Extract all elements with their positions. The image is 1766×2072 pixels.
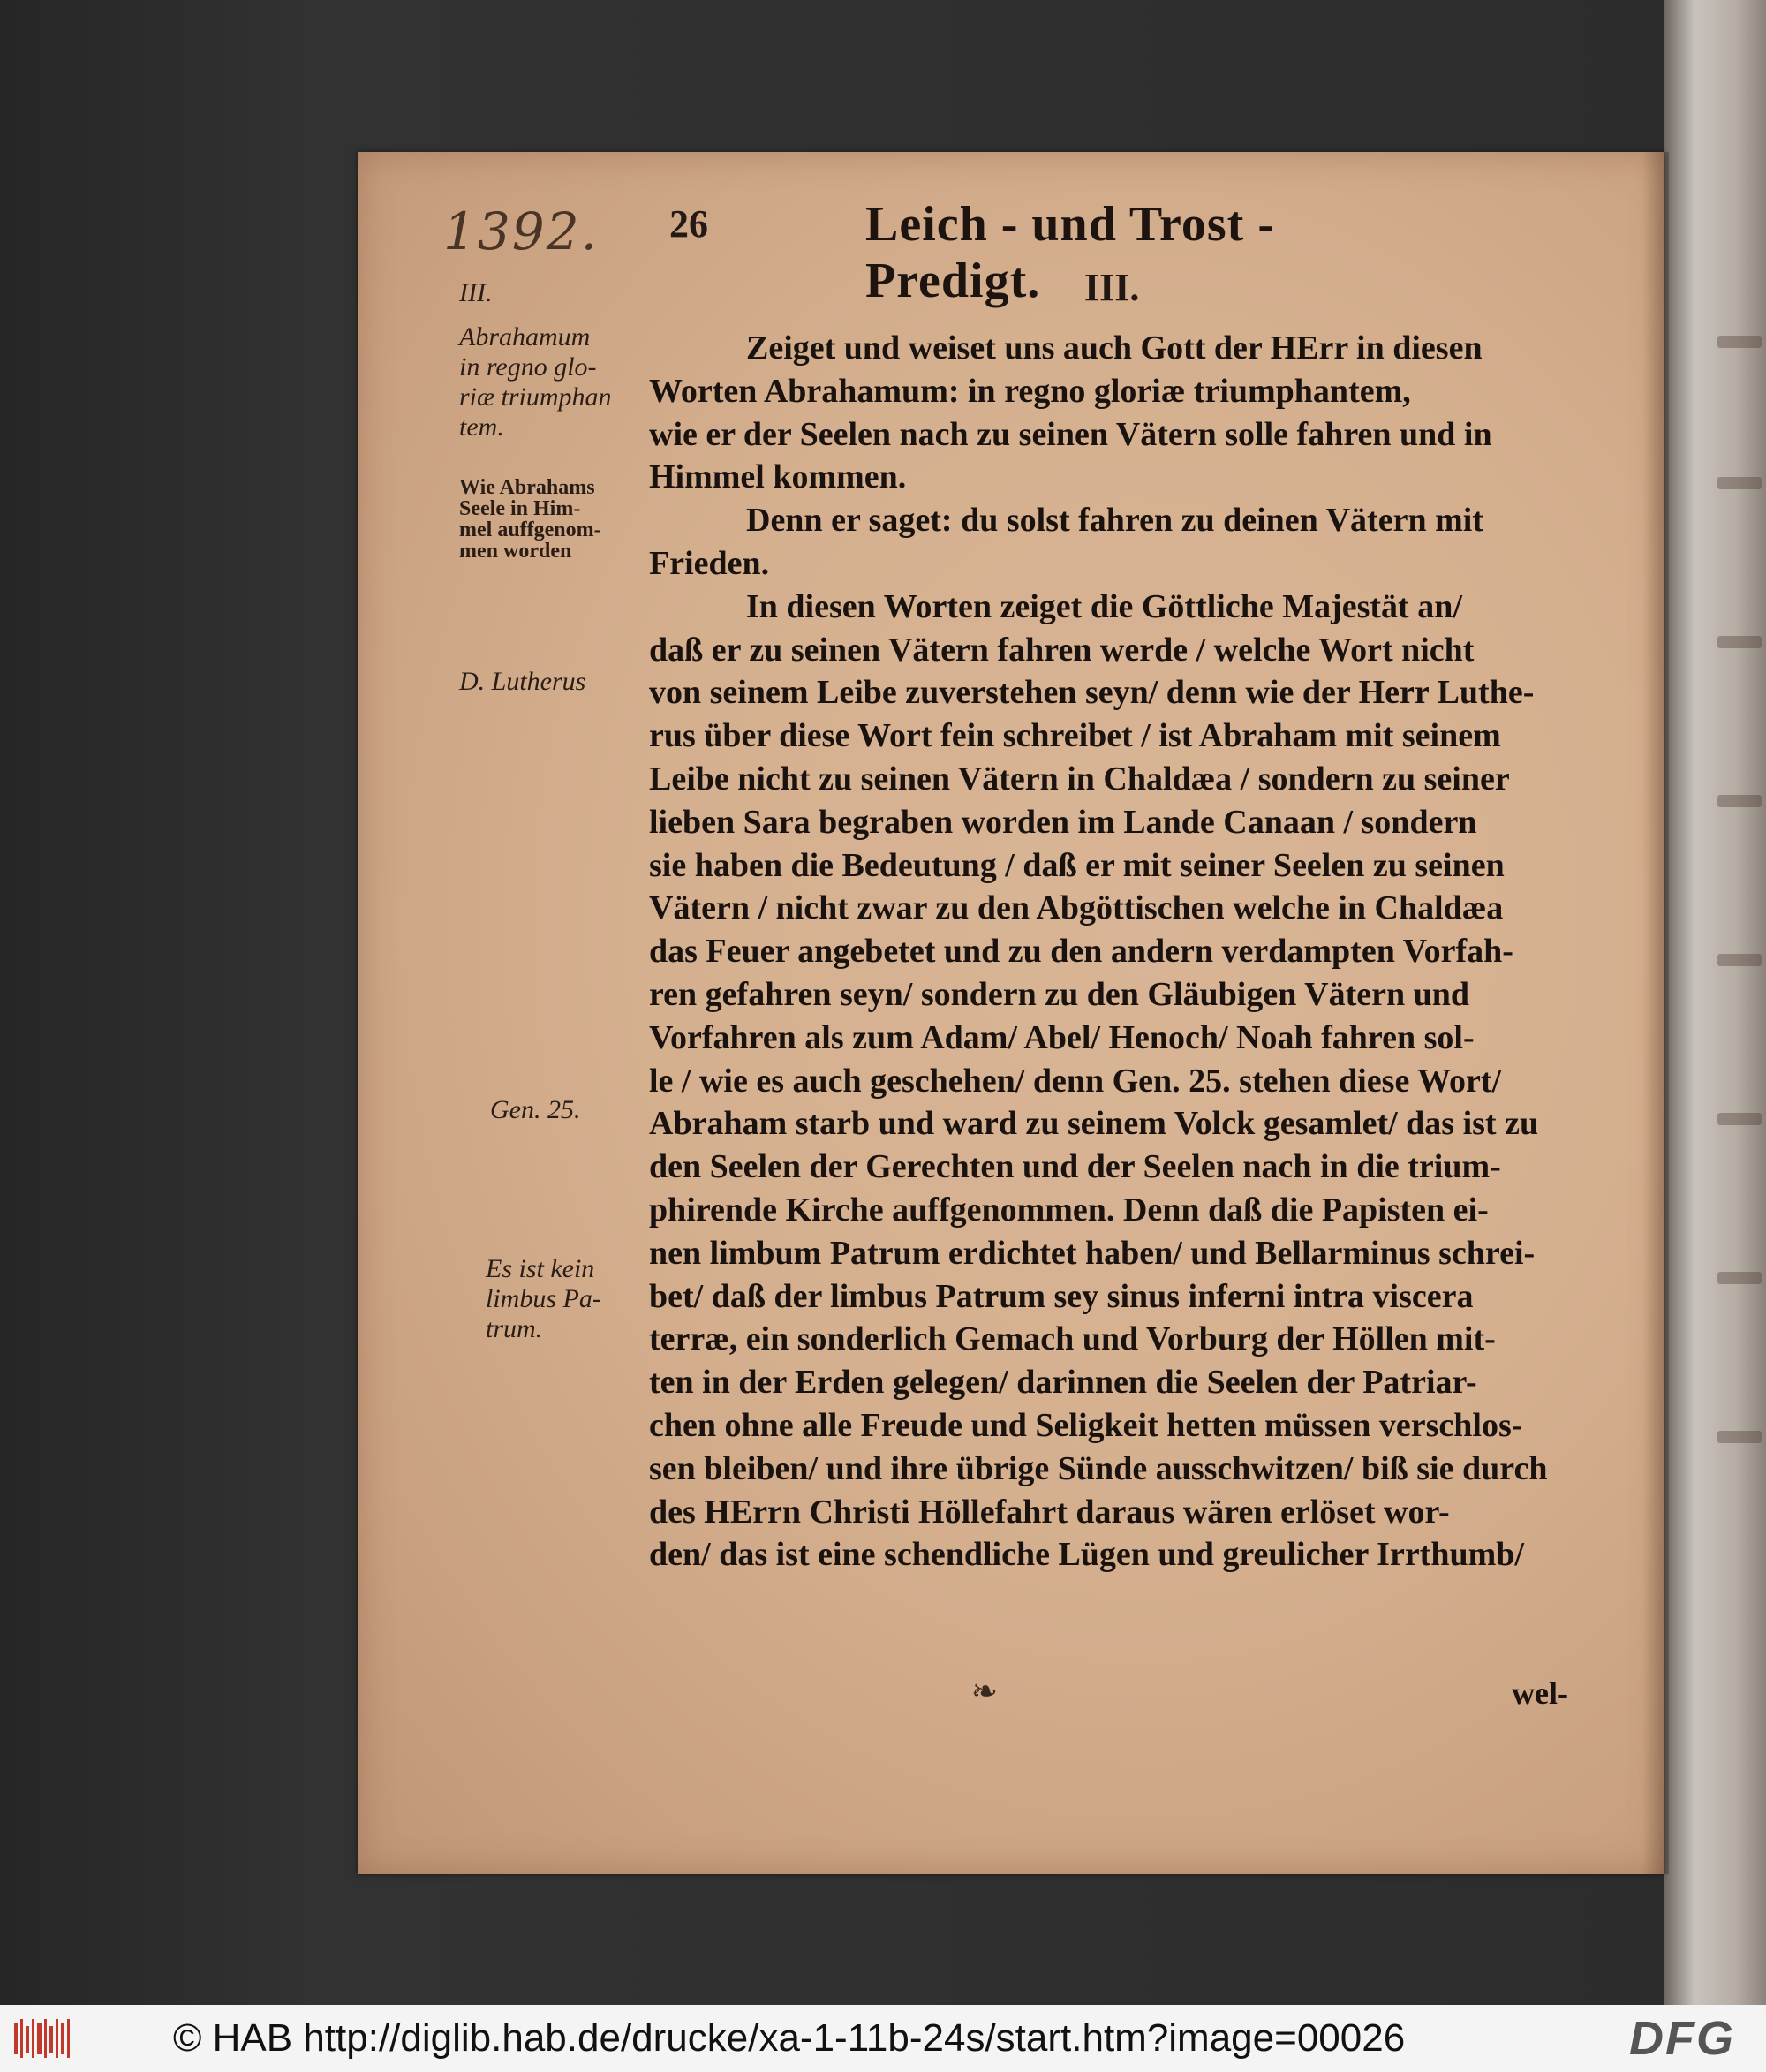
bleed-mark bbox=[1717, 636, 1762, 648]
text-line: Leibe nicht zu seinen Vätern in Chaldæa / sondern zu seiner bbox=[649, 760, 1510, 798]
bleed-mark bbox=[1717, 1431, 1762, 1443]
text-line: Worten Abrahamum: in regno gloriæ triumphantem, bbox=[649, 372, 1411, 410]
margin-note-line: riæ triumphan bbox=[459, 382, 612, 412]
barcode-logo-icon bbox=[12, 2017, 74, 2060]
text-line: lieben Sara begraben worden im Lande Canaan / sondern bbox=[649, 803, 1477, 841]
text-line: Zeiget und weiset uns auch Gott der HErr in diesen bbox=[746, 329, 1483, 367]
bleed-mark bbox=[1717, 954, 1762, 966]
margin-note-line: tem. bbox=[459, 412, 504, 442]
page-number: 26 bbox=[669, 202, 708, 246]
source-url-link[interactable]: © HAB http://diglib.hab.de/drucke/xa-1-11b-24s/start.htm?image=00026 bbox=[173, 2016, 1406, 2060]
text-line: ren gefahren seyn/ sondern zu den Gläubigen Vätern und bbox=[649, 975, 1470, 1013]
bleed-mark bbox=[1717, 795, 1762, 807]
text-line: daß er zu seinen Vätern fahren werde / welche Wort nicht bbox=[649, 631, 1475, 669]
footer-bar bbox=[0, 2005, 1766, 2072]
facing-page-edge bbox=[1664, 0, 1766, 2005]
text-line: von seinem Leibe zuverstehen seyn/ denn wie der Herr Luthe- bbox=[649, 674, 1535, 712]
margin-note-lutherus bbox=[459, 667, 662, 697]
bleed-mark bbox=[1717, 477, 1762, 489]
margin-note-line: in regno glo- bbox=[459, 352, 597, 382]
manuscript-page-number: 1392. bbox=[443, 201, 600, 261]
bleed-mark bbox=[1717, 1272, 1762, 1284]
text-line: das Feuer angebetet und zu den andern verdampten Vorfah- bbox=[649, 933, 1513, 971]
text-line: Vätern / nicht zwar zu den Abgöttischen welche in Chaldæa bbox=[649, 889, 1504, 927]
margin-note-line: Gen. 25. bbox=[490, 1095, 581, 1124]
text-line: den Seelen der Gerechten und der Seelen nach in die trium- bbox=[649, 1148, 1501, 1186]
text-line: Frieden. bbox=[649, 544, 770, 582]
text-line: den/ das ist eine schendliche Lügen und greulicher Irrthumb/ bbox=[649, 1536, 1524, 1574]
margin-note-wie-abrahams bbox=[459, 477, 662, 562]
text-line: Himmel kommen. bbox=[649, 458, 907, 496]
printers-mark: ❧ bbox=[970, 1674, 999, 1710]
text-line: nen limbum Patrum erdichtet haben/ und Bellarminus schrei- bbox=[649, 1234, 1536, 1272]
margin-note-abrahamum bbox=[459, 322, 662, 442]
section-numeral: III. bbox=[1084, 266, 1140, 309]
text-line: rus über diese Wort fein schreibet / ist Abraham mit seinem bbox=[649, 717, 1501, 755]
gutter-shadow bbox=[1642, 152, 1669, 1874]
margin-note-line: mel auffgenom- bbox=[459, 518, 601, 541]
text-line: In diesen Worten zeiget die Göttliche Majestät an/ bbox=[746, 587, 1462, 625]
margin-note-line: Es ist kein bbox=[486, 1254, 595, 1283]
text-line: sen bleiben/ und ihre übrige Sünde ausschwitzen/ biß sie durch bbox=[649, 1449, 1548, 1487]
text-line: des HErrn Christi Höllefahrt daraus wären erlöset wor- bbox=[649, 1493, 1450, 1531]
margin-note-line: Abrahamum bbox=[459, 322, 591, 352]
margin-note-line: trum. bbox=[486, 1314, 543, 1343]
body-text bbox=[649, 327, 1611, 1577]
text-line: Denn er saget: du solst fahren zu deinen Vätern mit bbox=[746, 502, 1483, 540]
bleed-mark bbox=[1717, 1113, 1762, 1125]
margin-note-line: men worden bbox=[459, 540, 572, 563]
text-line: ten in der Erden gelegen/ darinnen die Seelen der Patriar- bbox=[649, 1364, 1477, 1402]
text-line: phirende Kirche auffgenommen. Denn daß die Papisten ei- bbox=[649, 1191, 1489, 1229]
margin-note-line: Wie Abrahams bbox=[459, 476, 595, 499]
margin-note-iii bbox=[459, 278, 662, 308]
text-line: Abraham starb und ward zu seinem Volck gesamlet/ das ist zu bbox=[649, 1105, 1539, 1143]
bleed-mark bbox=[1717, 336, 1762, 348]
text-line: terræ, ein sonderlich Gemach und Vorburg der Höllen mit- bbox=[649, 1320, 1496, 1358]
text-line: le / wie es auch geschehen/ denn Gen. 25. stehen diese Wort/ bbox=[649, 1062, 1502, 1100]
margin-notes bbox=[459, 0, 662, 2072]
margin-note-line: III. bbox=[459, 278, 493, 307]
margin-note-line: D. Lutherus bbox=[459, 667, 586, 696]
text-line: Vorfahren als zum Adam/ Abel/ Henoch/ Noah fahren sol- bbox=[649, 1018, 1475, 1056]
running-head: Leich - und Trost - Predigt. bbox=[865, 197, 1275, 308]
text-line: wie er der Seelen nach zu seinen Vätern solle fahren und in bbox=[649, 415, 1492, 453]
text-line: bet/ daß der limbus Patrum sey sinus inferni intra viscera bbox=[649, 1277, 1474, 1315]
text-line: chen ohne alle Freude und Seligkeit hetten müssen verschlos- bbox=[649, 1406, 1523, 1444]
margin-note-line: limbus Pa- bbox=[486, 1284, 601, 1313]
dfg-logo: DFG bbox=[1629, 2012, 1735, 2065]
text-line: sie haben die Bedeutung / daß er mit seiner Seelen zu seinen bbox=[649, 846, 1505, 884]
margin-note-line: Seele in Him- bbox=[459, 497, 581, 520]
catchword: wel- bbox=[1512, 1675, 1568, 1711]
